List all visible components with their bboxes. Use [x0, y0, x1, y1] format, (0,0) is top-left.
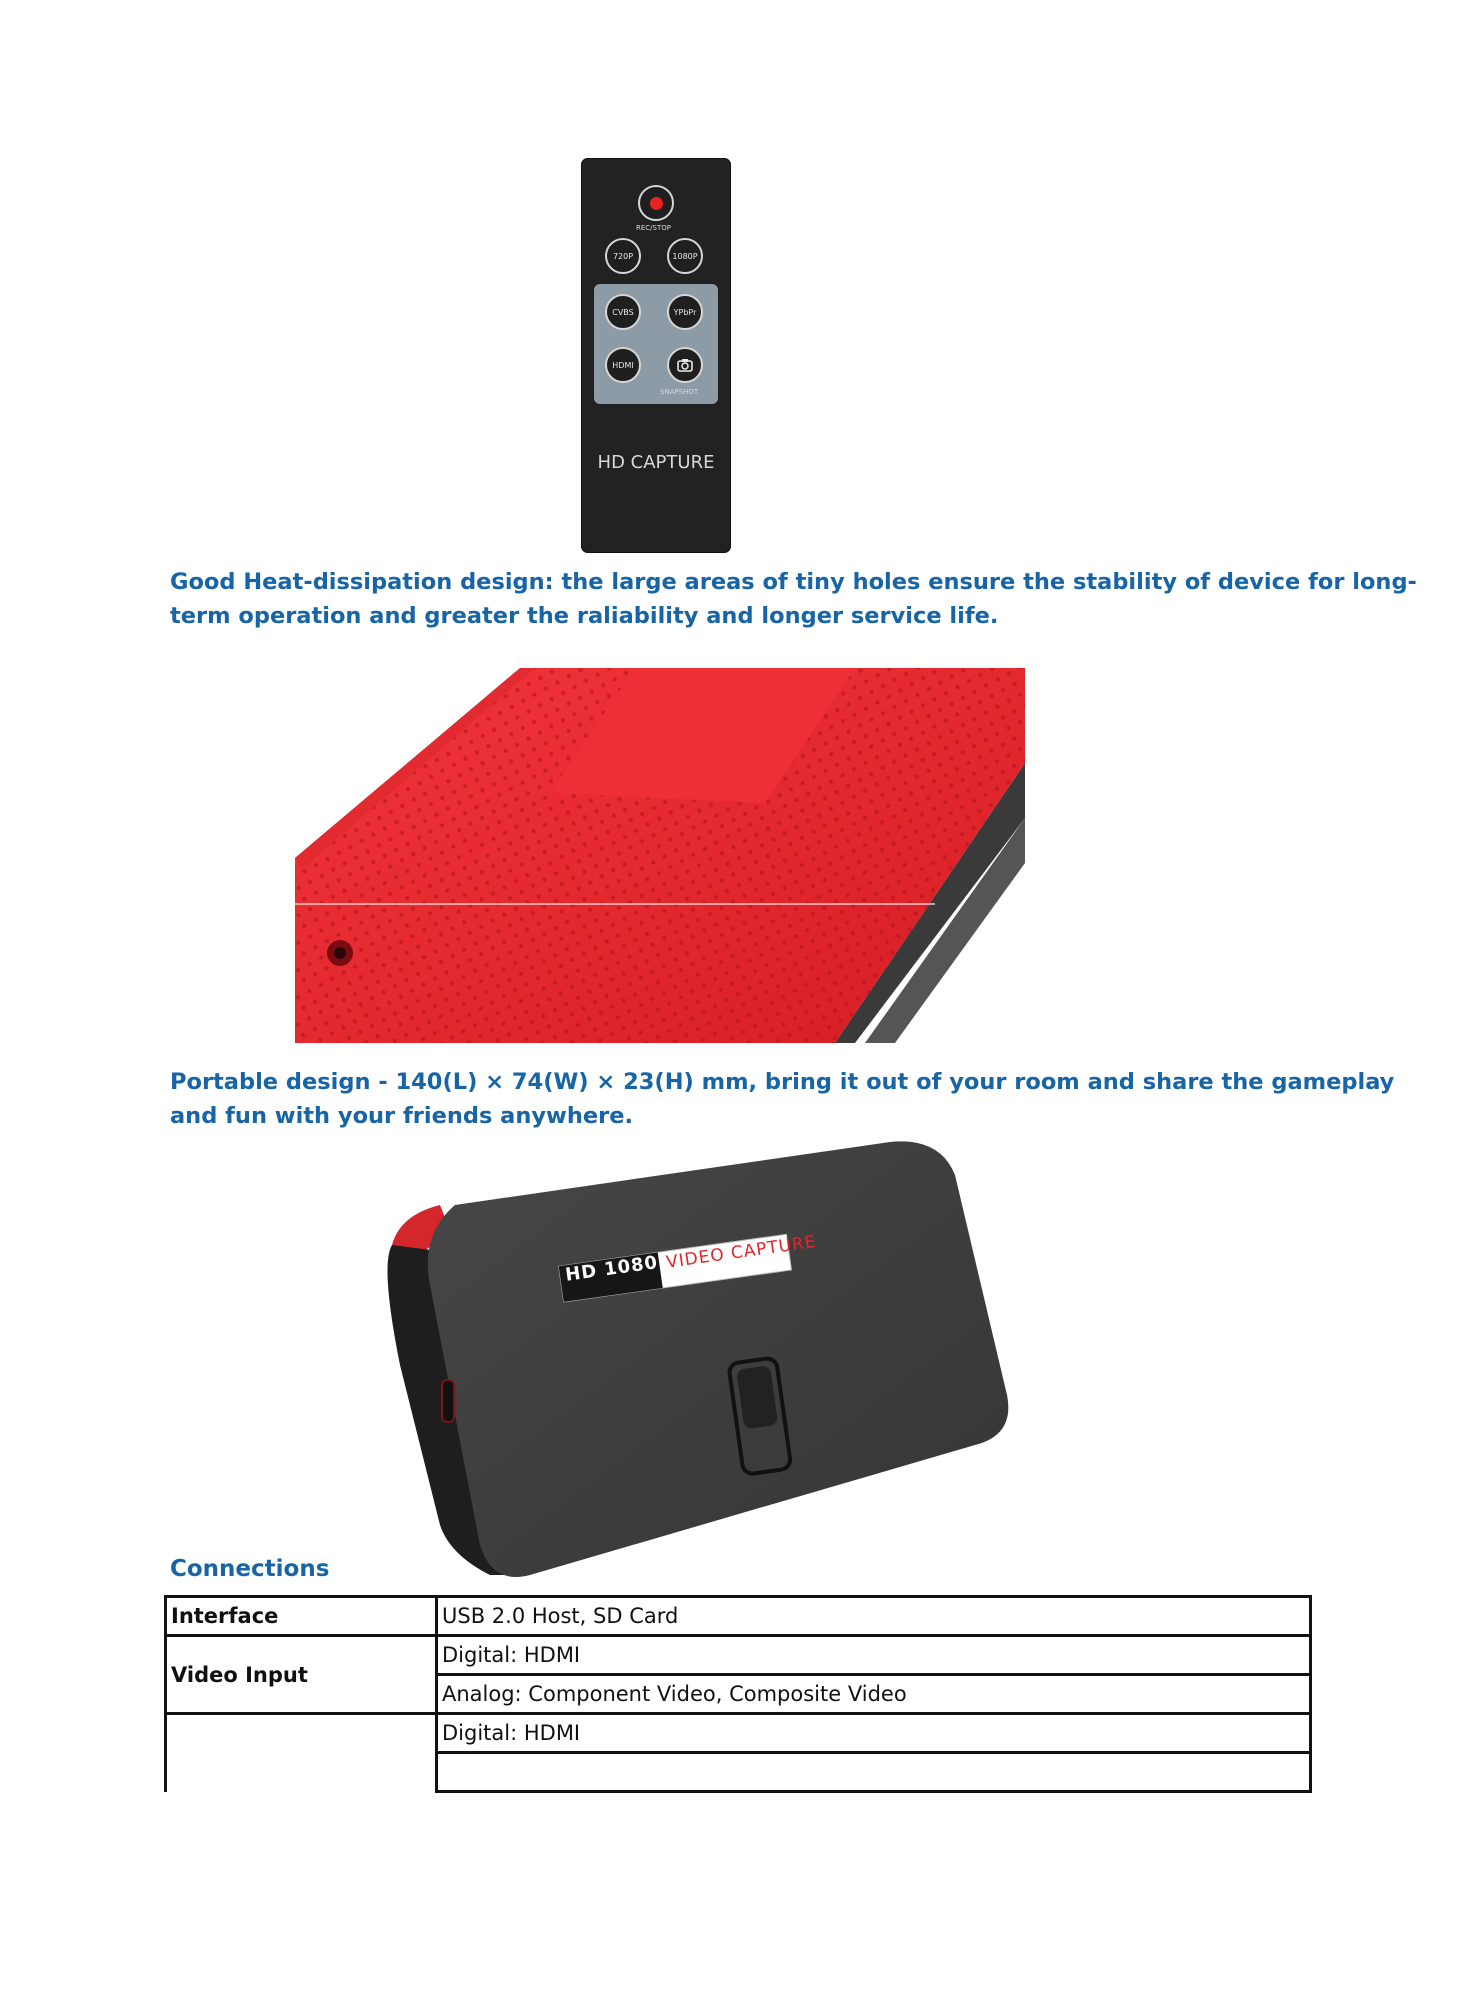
table-key-cell: Video Input [166, 1636, 437, 1714]
caption-line: and fun with your friends anywhere. [170, 1103, 634, 1129]
table-key-cell [166, 1714, 437, 1792]
camera-icon [667, 347, 703, 383]
heat-dissipation-photo [295, 668, 1025, 1043]
device-label-left: HD 1080P [564, 1250, 674, 1286]
capture-device-photo [380, 1135, 1030, 1585]
table-key-cell: Interface [166, 1597, 437, 1636]
hdmi-button-graphic: HDMI [605, 347, 641, 383]
connections-heading: Connections [170, 1556, 330, 1582]
snapshot-label: SNAPSHOT [660, 388, 699, 396]
remote-title: HD CAPTURE [597, 452, 715, 473]
remote-control-image [581, 158, 731, 553]
rec-stop-button-graphic [638, 185, 674, 221]
caption-line: Good Heat-dissipation design: the large areas of tiny holes ensure the stability of device for long- [170, 569, 1417, 595]
table-row [166, 1636, 1311, 1675]
connections-table [164, 1595, 1312, 1793]
remote-button-panel [594, 284, 718, 404]
caption-line: term operation and greater the raliability and longer service life. [170, 603, 999, 629]
caption-line: Portable design - 140(L) × 74(W) × 23(H) mm, bring it out of your room and share the gameplay [170, 1069, 1395, 1095]
table-value-cell: Analog: Component Video, Composite Video [437, 1675, 1311, 1714]
table-row [166, 1597, 1311, 1636]
table-row [166, 1714, 1311, 1753]
heat-dissipation-caption [170, 565, 1417, 633]
device-label-right: VIDEO CAPTURE [665, 1231, 818, 1273]
ypbpr-button-graphic: YPbPr [667, 294, 703, 330]
table-value-cell: Digital: HDMI [437, 1636, 1311, 1675]
table-value-cell: USB 2.0 Host, SD Card [437, 1597, 1311, 1636]
portable-design-caption [170, 1065, 1395, 1133]
rec-stop-label: REC/STOP [636, 224, 671, 232]
720p-button-graphic: 720P [605, 238, 641, 274]
cvbs-button-graphic: CVBS [605, 294, 641, 330]
table-value-cell [437, 1753, 1311, 1792]
1080p-button-graphic: 1080P [667, 238, 703, 274]
table-value-cell: Digital: HDMI [437, 1714, 1311, 1753]
